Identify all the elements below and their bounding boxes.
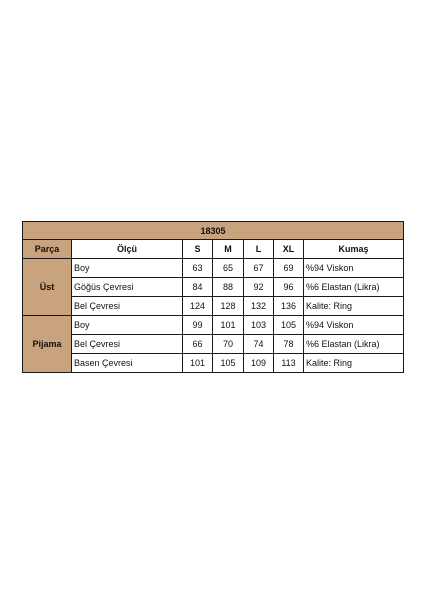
value-cell: 88 <box>213 278 244 297</box>
measure-cell: Boy <box>72 316 183 335</box>
value-cell: 105 <box>213 354 244 373</box>
header-size-s: S <box>183 240 213 259</box>
value-cell: 109 <box>244 354 274 373</box>
measure-cell: Boy <box>72 259 183 278</box>
group-label-ust: Üst <box>23 259 72 316</box>
table-row <box>23 297 404 316</box>
value-cell: 105 <box>274 316 304 335</box>
measure-cell: Bel Çevresi <box>72 335 183 354</box>
value-cell: 66 <box>183 335 213 354</box>
value-cell: 67 <box>244 259 274 278</box>
product-code: 18305 <box>23 222 404 240</box>
fabric-cell: %6 Elastan (Likra) <box>304 278 404 297</box>
table-row <box>23 335 404 354</box>
measure-cell: Basen Çevresi <box>72 354 183 373</box>
value-cell: 124 <box>183 297 213 316</box>
value-cell: 99 <box>183 316 213 335</box>
fabric-cell: %94 Viskon <box>304 316 404 335</box>
table-row <box>23 354 404 373</box>
fabric-cell: %6 Elastan (Likra) <box>304 335 404 354</box>
group-label-pijama: Pijama <box>23 316 72 373</box>
measure-cell: Bel Çevresi <box>72 297 183 316</box>
value-cell: 136 <box>274 297 304 316</box>
header-row <box>23 240 404 259</box>
header-measure: Ölçü <box>72 240 183 259</box>
value-cell: 101 <box>213 316 244 335</box>
value-cell: 65 <box>213 259 244 278</box>
size-chart-table <box>22 221 404 373</box>
header-size-m: M <box>213 240 244 259</box>
value-cell: 74 <box>244 335 274 354</box>
value-cell: 78 <box>274 335 304 354</box>
fabric-cell: Kalite: Ring <box>304 297 404 316</box>
header-size-l: L <box>244 240 274 259</box>
value-cell: 69 <box>274 259 304 278</box>
value-cell: 96 <box>274 278 304 297</box>
value-cell: 92 <box>244 278 274 297</box>
measure-cell: Göğüs Çevresi <box>72 278 183 297</box>
table-row <box>23 316 404 335</box>
value-cell: 70 <box>213 335 244 354</box>
value-cell: 132 <box>244 297 274 316</box>
table-row <box>23 278 404 297</box>
value-cell: 101 <box>183 354 213 373</box>
header-fabric: Kumaş <box>304 240 404 259</box>
value-cell: 113 <box>274 354 304 373</box>
table-row <box>23 259 404 278</box>
fabric-cell: %94 Viskon <box>304 259 404 278</box>
value-cell: 84 <box>183 278 213 297</box>
value-cell: 128 <box>213 297 244 316</box>
value-cell: 63 <box>183 259 213 278</box>
header-size-xl: XL <box>274 240 304 259</box>
value-cell: 103 <box>244 316 274 335</box>
header-part: Parça <box>23 240 72 259</box>
fabric-cell: Kalite: Ring <box>304 354 404 373</box>
title-row <box>23 222 404 240</box>
